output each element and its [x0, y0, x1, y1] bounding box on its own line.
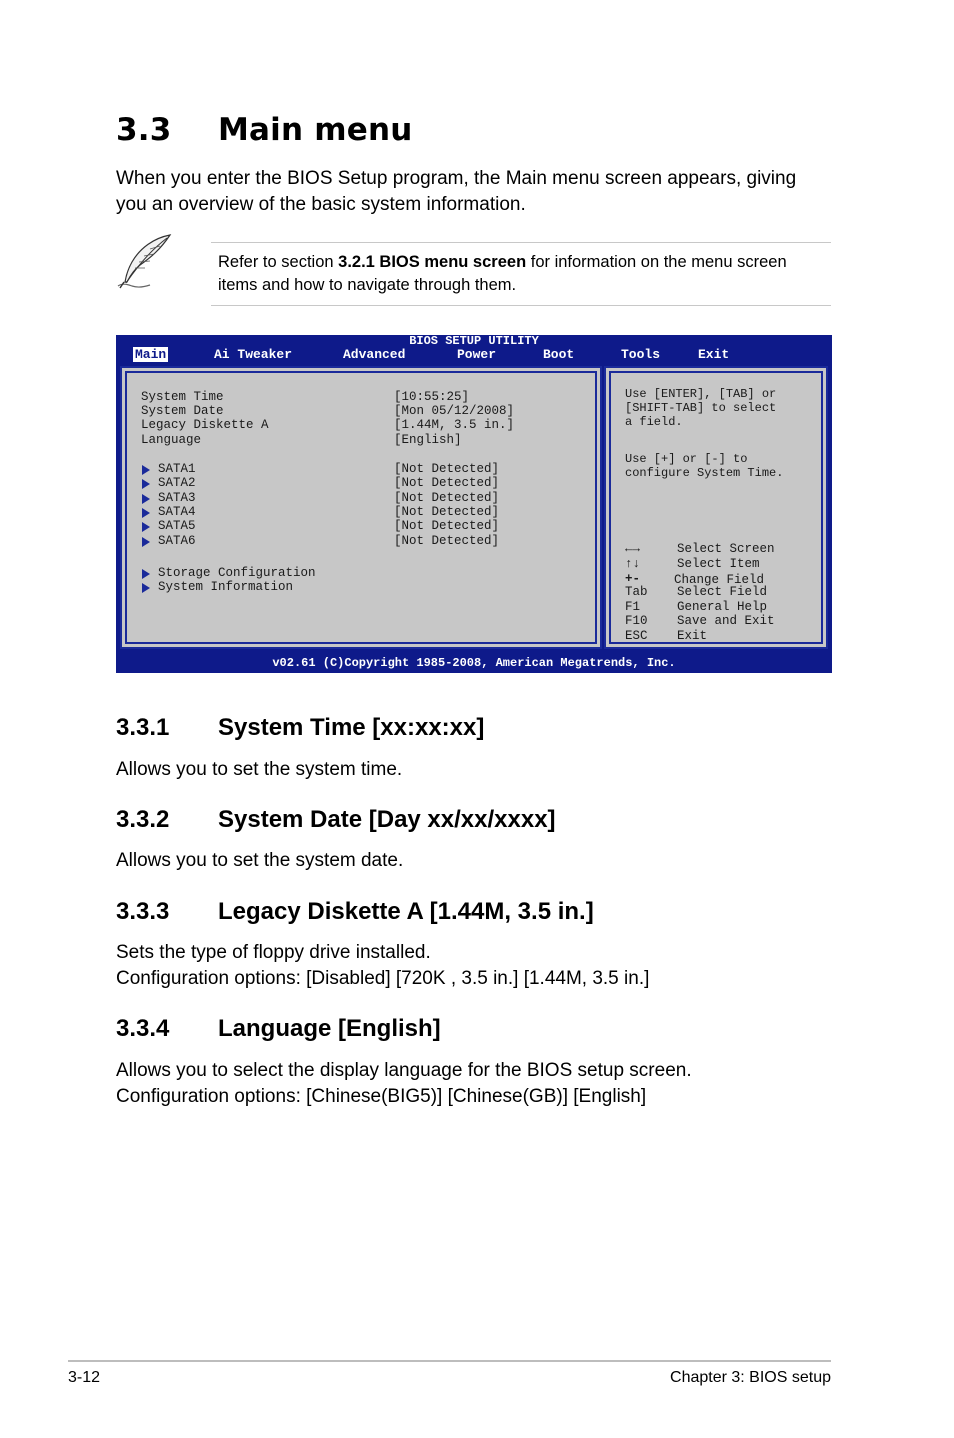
key-name: F10	[625, 614, 648, 628]
bios-value-sata3: [Not Detected]	[394, 491, 500, 505]
submenu-arrow-icon	[142, 522, 150, 532]
bios-value-legacy-diskette[interactable]: [1.44M, 3.5 in.]	[394, 418, 515, 432]
note-section-reference: 3.2.1 BIOS menu screen	[338, 253, 527, 271]
bios-item-sata3[interactable]: SATA3	[158, 491, 196, 505]
key-desc: Select Item	[677, 557, 760, 571]
bios-value-sata2: [Not Detected]	[394, 476, 500, 490]
tab-power[interactable]: Power	[457, 347, 497, 362]
subsection-text: Allows you to set the system time.	[116, 759, 403, 780]
left-right-arrows-icon: ←→	[625, 542, 641, 556]
bios-value-sata4: [Not Detected]	[394, 505, 500, 519]
subsection-number: 3.3.1	[116, 714, 170, 741]
tab-exit[interactable]: Exit	[698, 347, 730, 362]
subsection-heading	[116, 714, 484, 742]
note-text	[218, 251, 828, 297]
bios-main-panel	[120, 366, 602, 649]
submenu-arrow-icon	[142, 569, 150, 579]
submenu-arrow-icon	[142, 508, 150, 518]
subsection-number: 3.3.2	[116, 806, 170, 833]
submenu-arrow-icon	[142, 479, 150, 489]
help-line: a field.	[625, 415, 683, 429]
subsection-title: Legacy Diskette A [1.44M, 3.5 in.]	[218, 898, 594, 925]
bios-item-sata1[interactable]: SATA1	[158, 462, 196, 476]
note-text-post: for information on the menu screen	[526, 253, 787, 271]
note-text-line2: items and how to navigate through them.	[218, 276, 517, 294]
key-desc: Change Field	[674, 573, 765, 587]
bios-item-sata2[interactable]: SATA2	[158, 476, 196, 490]
note-bottom-rule	[211, 305, 831, 306]
subsection-number: 3.3.3	[116, 898, 170, 925]
submenu-arrow-icon	[142, 494, 150, 504]
subsection-title: System Time [xx:xx:xx]	[218, 714, 485, 741]
intro-line: When you enter the BIOS Setup program, the Main menu screen appears, giving	[116, 168, 797, 189]
bios-item-sata5[interactable]: SATA5	[158, 519, 196, 533]
help-line: Use [+] or [-] to	[625, 452, 748, 466]
note-top-rule	[211, 242, 831, 243]
subsection-text: Allows you to set the system date.	[116, 850, 404, 871]
key-desc: Select Field	[677, 585, 768, 599]
bios-title: BIOS SETUP UTILITY	[409, 334, 539, 348]
bios-screen	[116, 335, 832, 673]
up-down-arrows-icon: ↑↓	[625, 557, 641, 571]
bios-value-language[interactable]: [English]	[394, 433, 462, 447]
subsection-heading	[116, 1015, 441, 1043]
bios-copyright: v02.61 (C)Copyright 1985-2008, American Megatrends, Inc.	[272, 656, 676, 670]
page-number: 3-12	[68, 1369, 101, 1386]
tab-boot[interactable]: Boot	[543, 347, 575, 362]
bios-value-sata1: [Not Detected]	[394, 462, 500, 476]
help-line: configure System Time.	[625, 466, 784, 480]
subsection-heading	[116, 898, 594, 926]
section-number: 3.3	[116, 112, 172, 148]
intro-line: you an overview of the basic system information.	[116, 194, 526, 215]
key-name: ESC	[625, 629, 648, 643]
submenu-arrow-icon	[142, 465, 150, 475]
help-line: Use [ENTER], [TAB] or	[625, 387, 777, 401]
tab-main[interactable]: Main	[135, 347, 167, 362]
key-name: Tab	[625, 585, 648, 599]
bios-item-language[interactable]: Language	[141, 433, 202, 447]
subsection-line: Configuration options: [Disabled] [720K , 3.5 in.] [1.44M, 3.5 in.]	[116, 968, 650, 989]
bios-item-legacy-diskette[interactable]: Legacy Diskette A	[141, 418, 269, 432]
subsection-line: Configuration options: [Chinese(BIG5)] [Chinese(GB)] [English]	[116, 1086, 647, 1107]
note-text-pre: Refer to section	[218, 253, 339, 271]
plus-minus-icon: +-	[625, 572, 641, 586]
subsection-heading	[116, 806, 556, 834]
bios-item-storage-configuration[interactable]: Storage Configuration	[158, 566, 316, 580]
page-title	[116, 112, 413, 148]
bios-item-sata4[interactable]: SATA4	[158, 505, 196, 519]
key-desc: Select Screen	[677, 542, 775, 556]
feather-pen-icon	[114, 232, 174, 290]
bios-item-sata6[interactable]: SATA6	[158, 534, 196, 548]
subsection-text	[116, 940, 649, 992]
intro-paragraph	[116, 166, 796, 218]
chapter-label: Chapter 3: BIOS setup	[670, 1369, 831, 1386]
bios-item-system-date[interactable]: System Date	[141, 404, 224, 418]
tab-advanced[interactable]: Advanced	[343, 347, 406, 362]
key-desc: Save and Exit	[677, 614, 775, 628]
bios-value-sata5: [Not Detected]	[394, 519, 500, 533]
bios-help-panel	[604, 366, 828, 649]
footer-rule	[68, 1360, 831, 1362]
help-line: [SHIFT-TAB] to select	[625, 401, 777, 415]
bios-value-system-date[interactable]: [Mon 05/12/2008]	[394, 404, 515, 418]
bios-item-system-time[interactable]	[141, 390, 224, 404]
subsection-title: Language [English]	[218, 1015, 441, 1042]
tab-tools[interactable]: Tools	[621, 347, 661, 362]
subsection-title: System Date [Day xx/xx/xxxx]	[218, 806, 556, 833]
bios-value-system-time[interactable]: [10:55:25]	[394, 390, 470, 404]
key-desc: Exit	[677, 629, 708, 643]
tab-ai-tweaker[interactable]: Ai Tweaker	[214, 347, 293, 362]
bios-item-label: System Time	[141, 390, 224, 404]
key-desc: General Help	[677, 600, 768, 614]
submenu-arrow-icon	[142, 537, 150, 547]
submenu-arrow-icon	[142, 583, 150, 593]
subsection-text	[116, 1058, 692, 1110]
key-name: F1	[625, 600, 641, 614]
bios-value-sata6: [Not Detected]	[394, 534, 500, 548]
subsection-line: Allows you to select the display language for the BIOS setup screen.	[116, 1060, 692, 1081]
subsection-number: 3.3.4	[116, 1015, 170, 1042]
bios-item-system-information[interactable]: System Information	[158, 580, 294, 594]
section-title: Main menu	[218, 112, 413, 148]
subsection-line: Sets the type of floppy drive installed.	[116, 942, 431, 963]
